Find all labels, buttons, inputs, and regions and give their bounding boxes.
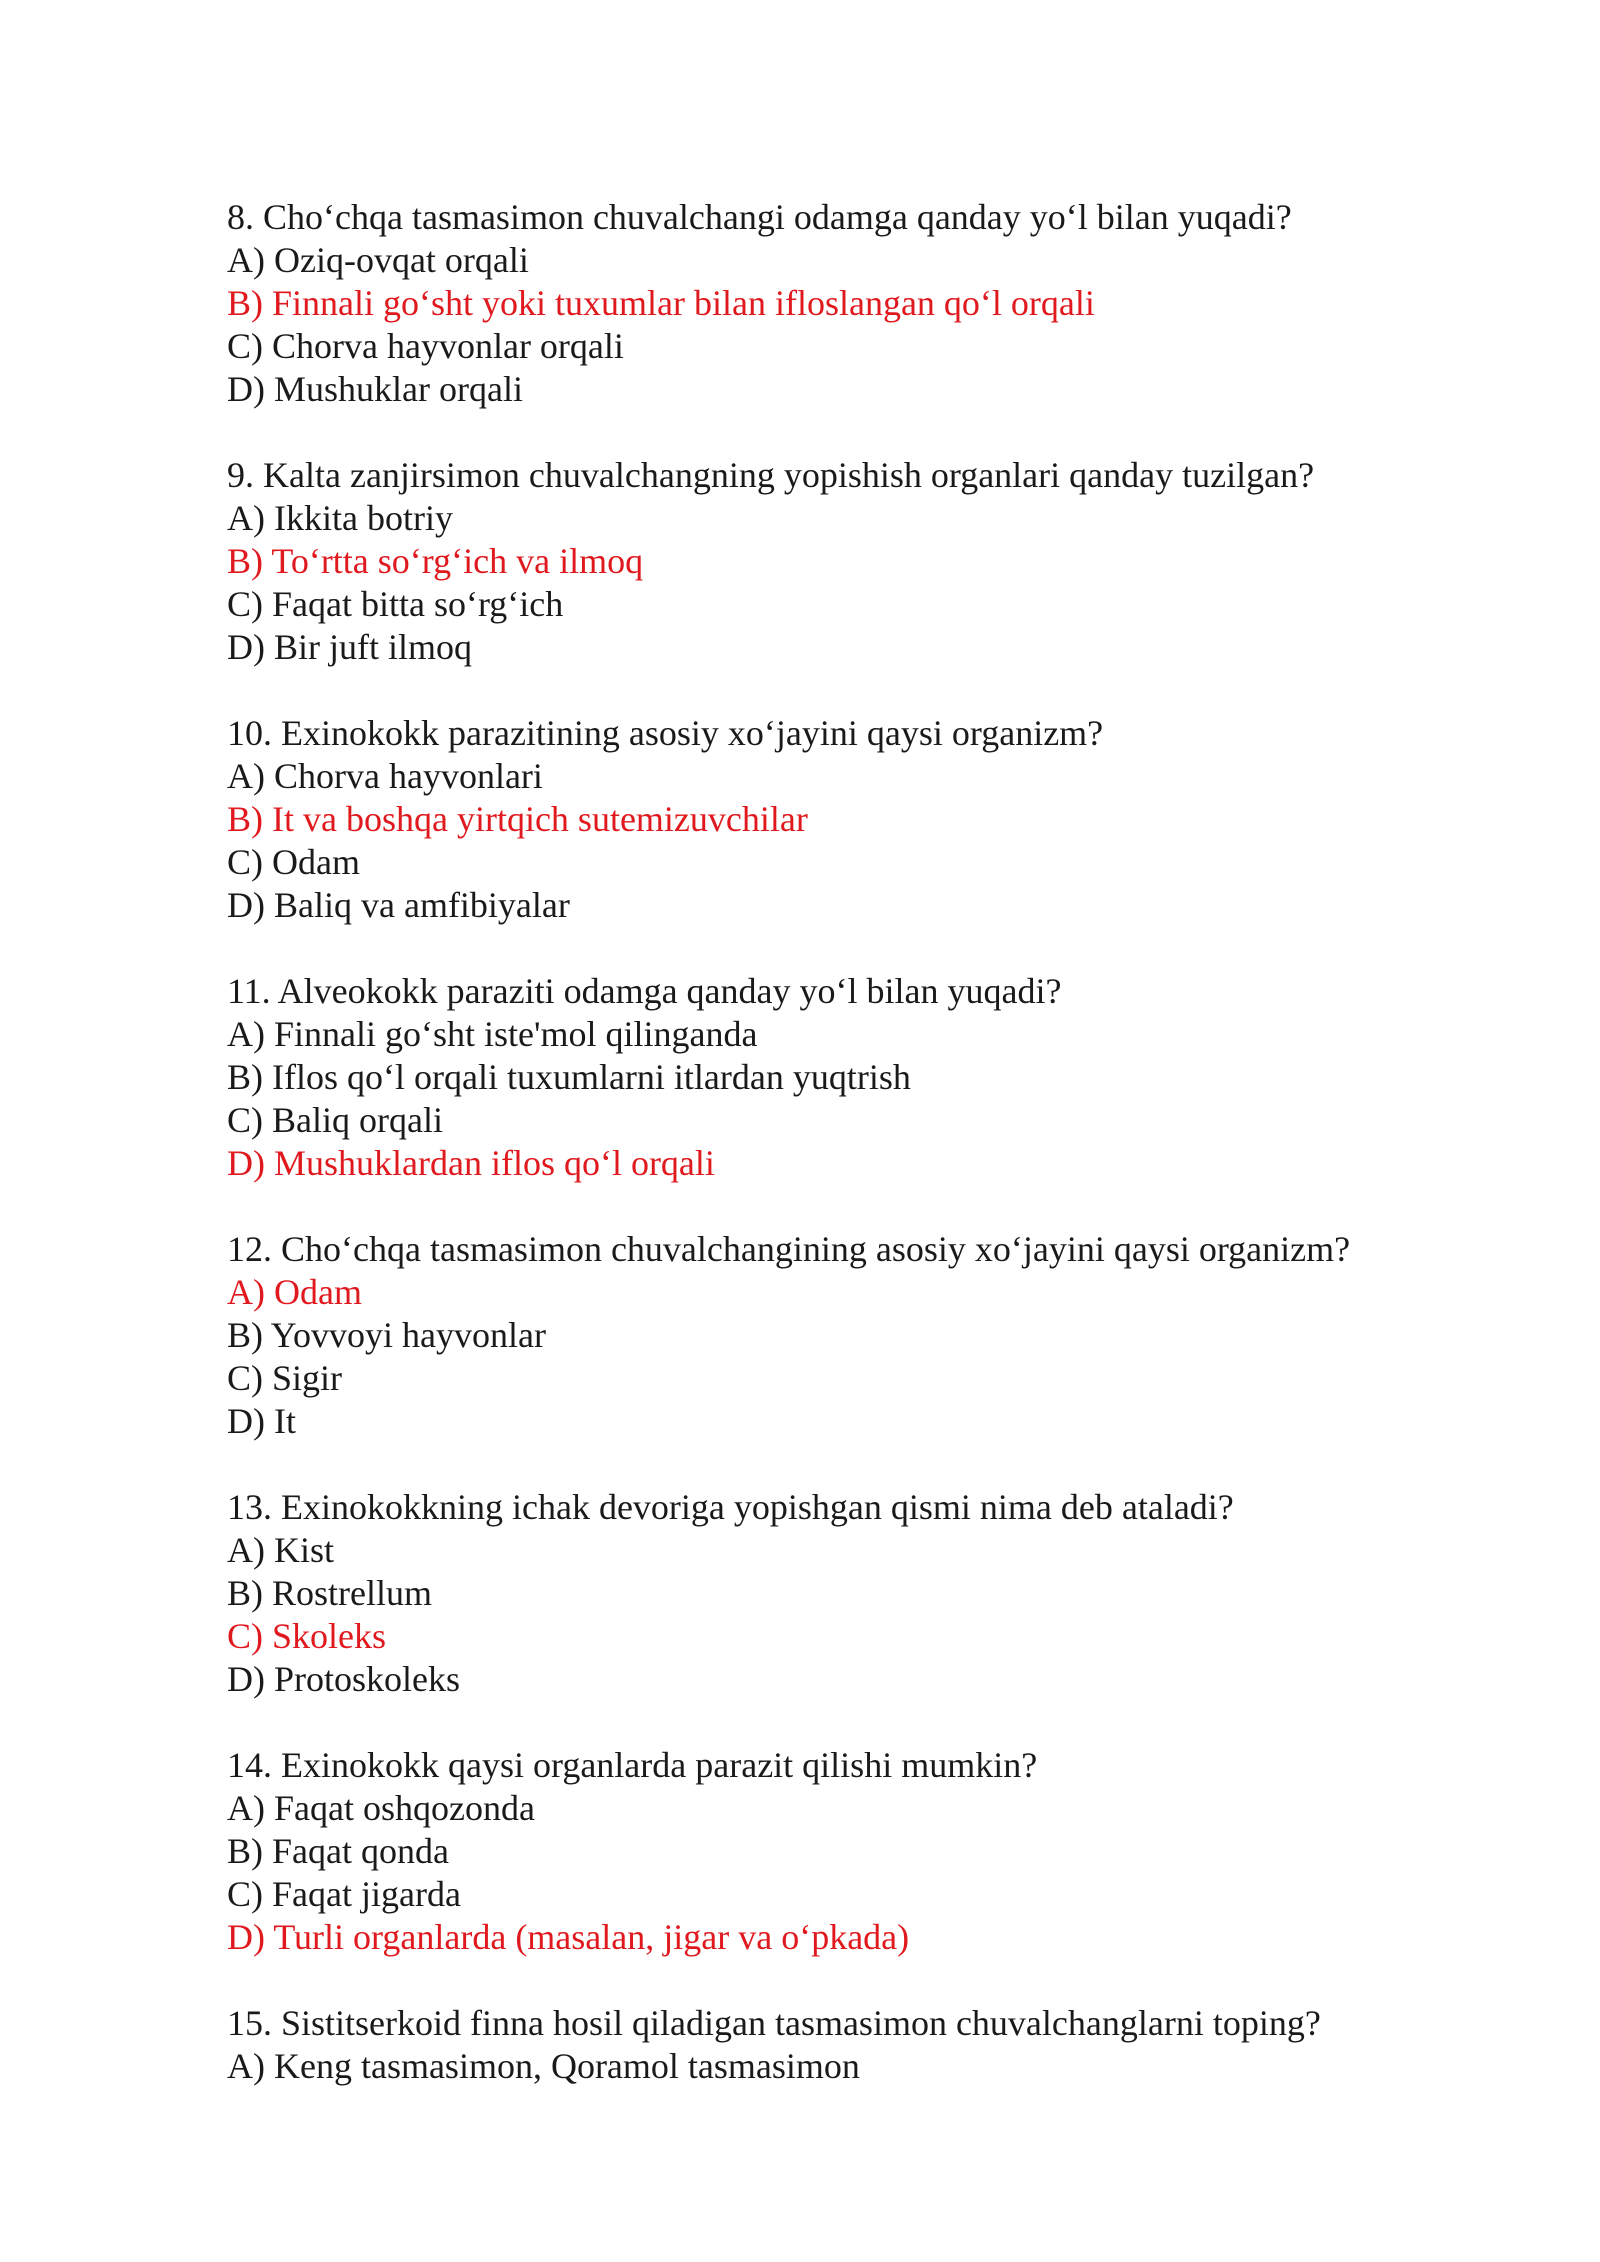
question-text: 12. Cho‘chqa tasmasimon chuvalchangining asosiy xo‘jayini qaysi organizm?	[227, 1229, 1351, 1269]
answer-option: A) Chorva hayvonlari	[227, 756, 543, 796]
question-text: 13. Exinokokkning ichak devoriga yopishgan qismi nima deb ataladi?	[227, 1487, 1234, 1527]
answer-option-correct: B) Finnali go‘sht yoki tuxumlar bilan ifloslangan qo‘l orqali	[227, 283, 1095, 323]
question-block	[227, 454, 1427, 669]
answer-option: B) Iflos qo‘l orqali tuxumlarni itlardan yuqtrish	[227, 1057, 911, 1097]
answer-option: A) Kist	[227, 1530, 334, 1570]
question-block	[227, 1744, 1427, 1959]
question-block	[227, 970, 1427, 1185]
question-block	[227, 1486, 1427, 1701]
question-text: 9. Kalta zanjirsimon chuvalchangning yopishish organlari qanday tuzilgan?	[227, 455, 1315, 495]
answer-option: B) Rostrellum	[227, 1573, 432, 1613]
answer-option: C) Odam	[227, 842, 360, 882]
answer-option-correct: A) Odam	[227, 1272, 362, 1312]
question-text: 15. Sistitserkoid finna hosil qiladigan tasmasimon chuvalchanglarni toping?	[227, 2003, 1321, 2043]
answer-option: B) Faqat qonda	[227, 1831, 449, 1871]
answer-option-correct: D) Mushuklardan iflos qo‘l orqali	[227, 1143, 715, 1183]
answer-option: D) Mushuklar orqali	[227, 369, 523, 409]
question-block	[227, 196, 1427, 411]
question-block	[227, 712, 1427, 927]
answer-option-correct: B) To‘rtta so‘rg‘ich va ilmoq	[227, 541, 644, 581]
answer-option: A) Faqat oshqozonda	[227, 1788, 535, 1828]
answer-option: D) Protoskoleks	[227, 1659, 460, 1699]
answer-option-correct: C) Skoleks	[227, 1616, 387, 1656]
answer-option: D) It	[227, 1401, 296, 1441]
answer-option: A) Ikkita botriy	[227, 498, 453, 538]
question-block	[227, 2002, 1427, 2088]
answer-option: C) Sigir	[227, 1358, 343, 1398]
answer-option: A) Keng tasmasimon, Qoramol tasmasimon	[227, 2046, 860, 2086]
answer-option-correct: B) It va boshqa yirtqich sutemizuvchilar	[227, 799, 808, 839]
answer-option: C) Baliq orqali	[227, 1100, 443, 1140]
answer-option: D) Bir juft ilmoq	[227, 627, 472, 667]
answer-option: B) Yovvoyi hayvonlar	[227, 1315, 547, 1355]
answer-option-correct: D) Turli organlarda (masalan, jigar va o‘pkada)	[227, 1917, 910, 1957]
answer-option: D) Baliq va amfibiyalar	[227, 885, 570, 925]
answer-option: C) Chorva hayvonlar orqali	[227, 326, 624, 366]
question-block	[227, 1228, 1427, 1443]
question-text: 11. Alveokokk paraziti odamga qanday yo‘l bilan yuqadi?	[227, 971, 1062, 1011]
document-page	[227, 196, 1427, 2131]
answer-option: C) Faqat bitta so‘rg‘ich	[227, 584, 564, 624]
question-text: 8. Cho‘chqa tasmasimon chuvalchangi odamga qanday yo‘l bilan yuqadi?	[227, 197, 1292, 237]
question-text: 14. Exinokokk qaysi organlarda parazit qilishi mumkin?	[227, 1745, 1038, 1785]
answer-option: A) Finnali go‘sht iste'mol qilinganda	[227, 1014, 758, 1054]
answer-option: C) Faqat jigarda	[227, 1874, 461, 1914]
question-text: 10. Exinokokk parazitining asosiy xo‘jayini qaysi organizm?	[227, 713, 1104, 753]
answer-option: A) Oziq-ovqat orqali	[227, 240, 529, 280]
